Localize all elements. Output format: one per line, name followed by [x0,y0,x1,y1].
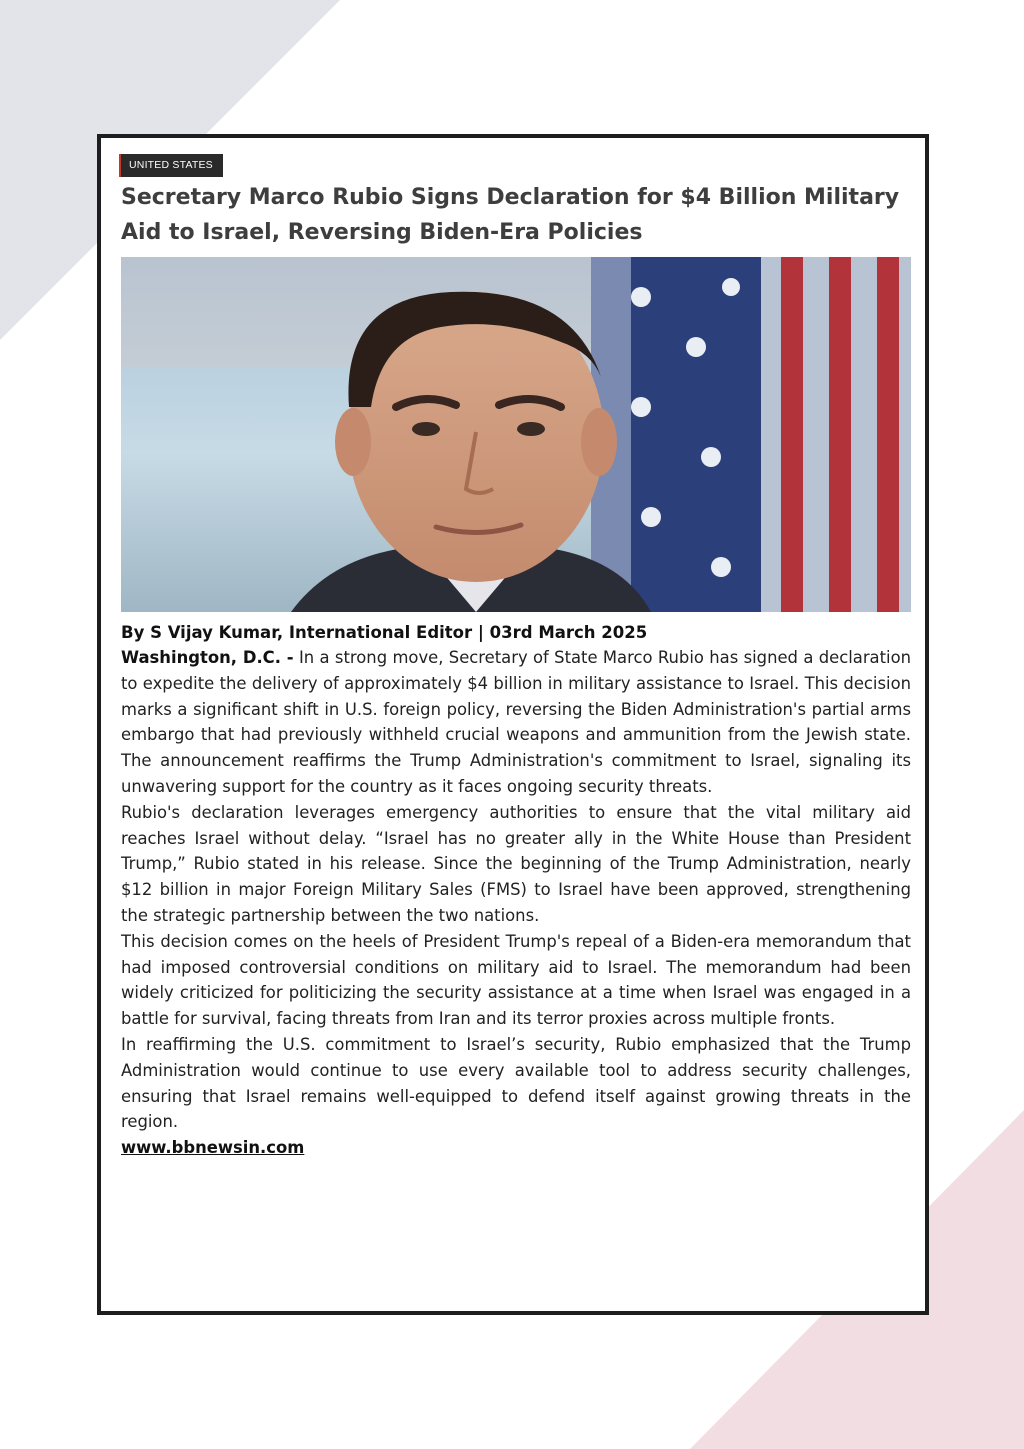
article-paragraph: In reaffirming the U.S. commitment to Israel’s security, Rubio emphasized that the Trump Administration would continue to use every available tool to address security challenges, ensuring that Israel remains well-equipped to defend itself against growing threats in the region. [121,1034,911,1132]
byline: By S Vijay Kumar, International Editor | 03rd March 2025 [121,623,648,642]
article-headline: Secretary Marco Rubio Signs Declaration for $4 Billion Military Aid to Israel, Reversing Biden-Era Policies [121,185,900,245]
article-photo [121,257,911,612]
flag-illustration [591,257,911,612]
article-paragraph: Rubio's declaration leverages emergency authorities to ensure that the vital military aid reaches Israel without delay. “Israel has no greater ally in the White House than President Trump,” Rubio stated in his release. Since the beginning of the Trump Administration, nearly $12 billion in major Foreign Military Sales (FMS) to Israel have been approved, strengthening the strategic partnership between the two nations. [121,802,911,925]
paragraph-text: In a strong move, Secretary of State Marco Rubio has signed a declaration to expedite the delivery of approximately $4 billion in military assistance to Israel. This decision marks a significant shift in U.S. foreign policy, reversing the Biden Administration's partial arms embargo that had previously withheld crucial weapons and ammunition from the Jewish state. The announcement reaffirms the Trump Administration's commitment to Israel, signaling its unwavering support for the country as it faces ongoing security threats. [121,648,911,796]
article-body [121,645,911,1161]
website-link[interactable]: www.bbnewsin.com [121,1138,305,1158]
article-card [97,134,929,1315]
article-paragraph: This decision comes on the heels of President Trump's repeal of a Biden-era memorandum that had imposed controversial conditions on military aid to Israel. The memorandum had been widely criticized for politicizing the security assistance at a time when Israel was engaged in a battle for survival, facing threats from Iran and its terror proxies across multiple fronts. [121,931,911,1029]
article-paragraph [121,645,911,800]
dateline: Washington, D.C. - [121,648,294,667]
portrait-illustration [121,257,911,612]
category-tag: UNITED STATES [119,154,223,177]
